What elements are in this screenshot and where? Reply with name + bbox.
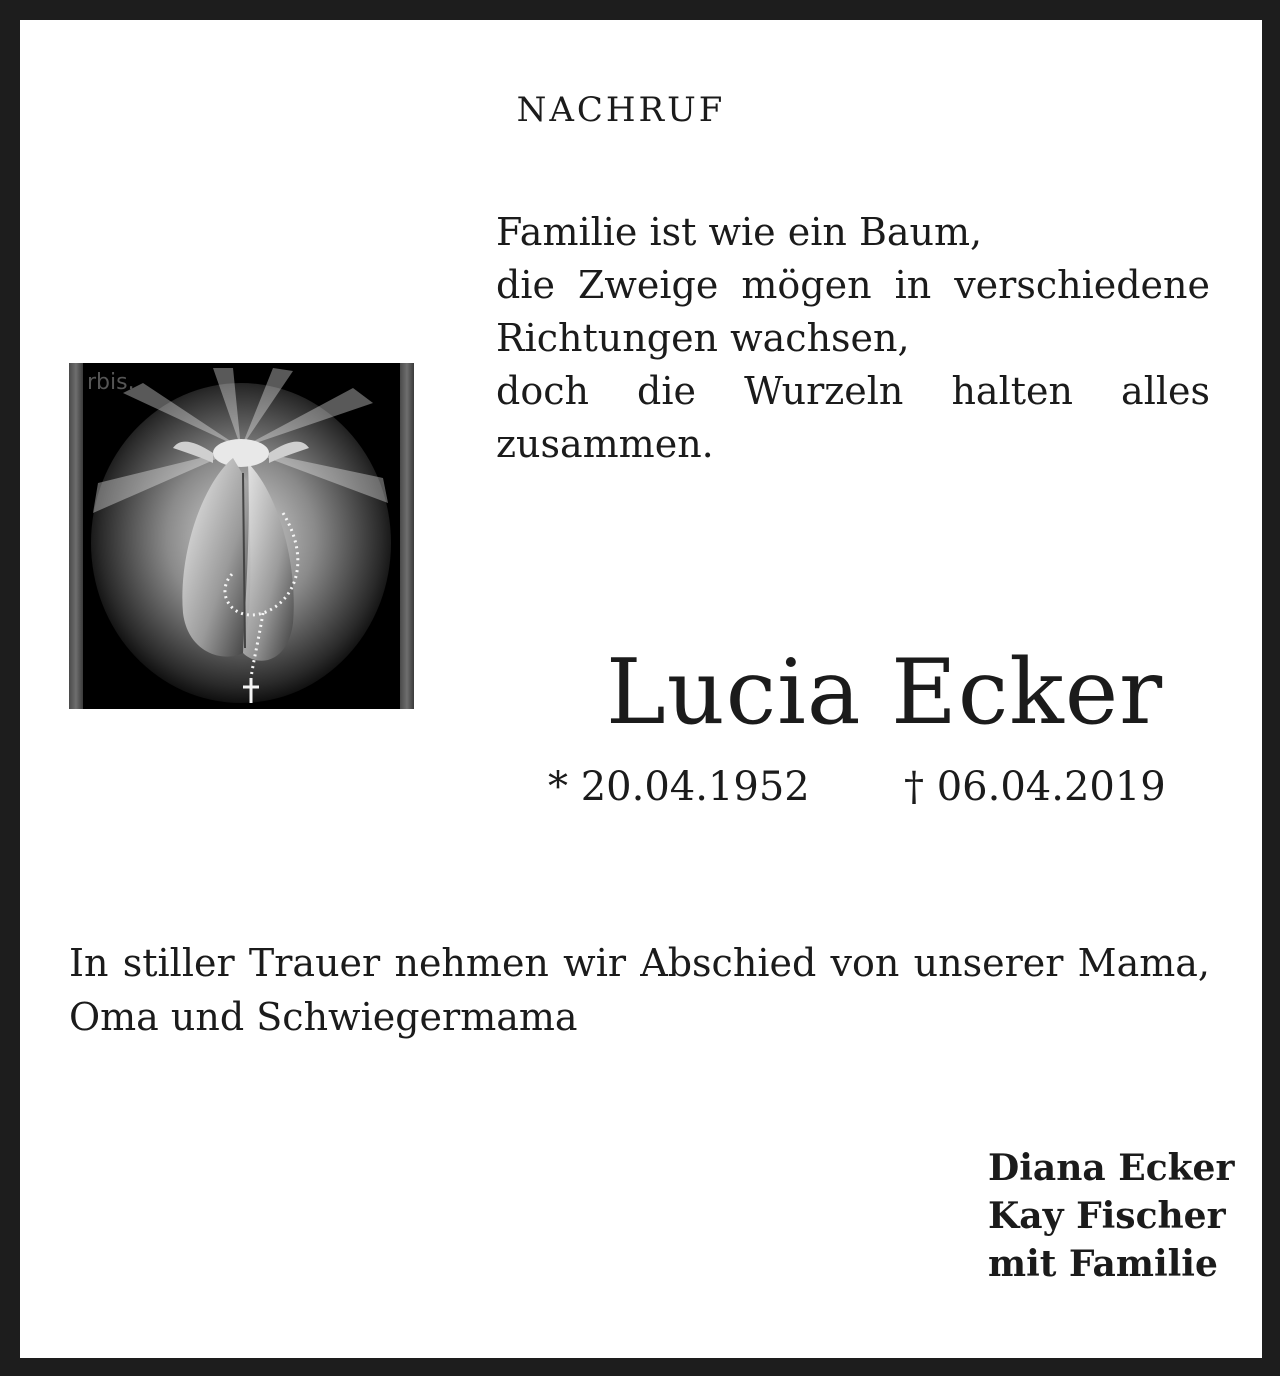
signer-name: mit Familie [988, 1243, 1218, 1285]
praying-hands-image [69, 363, 414, 709]
signer-name: Diana Ecker [988, 1147, 1235, 1189]
image-frame-edge [69, 363, 83, 709]
death-date: † 06.04.2019 [904, 764, 1166, 810]
poem-line: zusammen. [496, 422, 714, 466]
signer-name: Kay Fischer [988, 1195, 1226, 1237]
obituary-card [20, 20, 1262, 1358]
image-frame-edge [400, 363, 414, 709]
notice-heading: NACHRUF [516, 90, 726, 130]
birth-date: * 20.04.1952 [548, 764, 810, 810]
deceased-name: Lucia Ecker [606, 640, 1164, 745]
image-watermark: rbis. [87, 370, 135, 395]
poem-line: Richtungen wachsen, [496, 316, 910, 360]
praying-hands-rosary-icon [83, 363, 400, 709]
mourning-text [69, 936, 1210, 1044]
mourning-line: In stiller Trauer nehmen wir Abschied von unserer Mama, [69, 941, 1210, 985]
poem-line: Familie ist wie ein Baum, [496, 210, 983, 254]
poem-line: die Zweige mögen in verschiedene [496, 263, 1210, 307]
signers [988, 1144, 1234, 1288]
poem [496, 206, 1210, 471]
poem-line: doch die Wurzeln halten alles [496, 369, 1210, 413]
mourning-line: Oma und Schwiegermama [69, 995, 578, 1039]
